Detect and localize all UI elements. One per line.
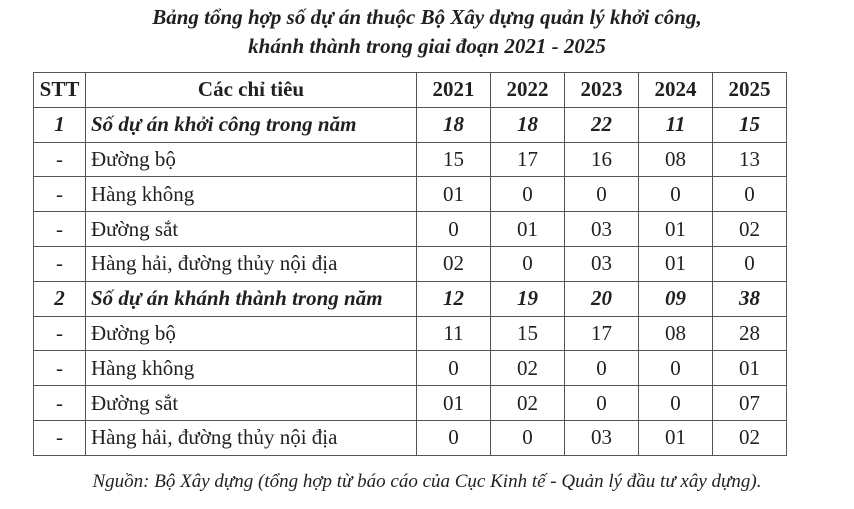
row-value: 0 <box>565 386 639 421</box>
row-value: 0 <box>417 212 491 247</box>
row-indicator: Đường sắt <box>86 386 417 421</box>
row-value: 02 <box>491 386 565 421</box>
row-indicator: Đường sắt <box>86 212 417 247</box>
row-indicator: Hàng không <box>86 177 417 212</box>
row-value: 0 <box>713 177 787 212</box>
row-value: 0 <box>639 177 713 212</box>
header-2021: 2021 <box>417 73 491 108</box>
table-row <box>34 142 787 177</box>
row-value: 0 <box>491 246 565 281</box>
row-value: 01 <box>491 212 565 247</box>
row-indicator: Hàng không <box>86 351 417 386</box>
header-2025: 2025 <box>713 73 787 108</box>
row-indicator: Hàng hải, đường thủy nội địa <box>86 420 417 455</box>
table-row <box>34 177 787 212</box>
table-row <box>34 246 787 281</box>
source-note: Nguồn: Bộ Xây dựng (tổng hợp từ báo cáo của Cục Kinh tế - Quản lý đầu tư xây dựng). <box>92 471 762 492</box>
row-stt: 1 <box>34 107 86 142</box>
row-value: 0 <box>491 420 565 455</box>
row-indicator: Số dự án khánh thành trong năm <box>86 281 417 316</box>
row-indicator: Số dự án khởi công trong năm <box>86 107 417 142</box>
row-stt: 2 <box>34 281 86 316</box>
row-value: 15 <box>417 142 491 177</box>
row-value: 15 <box>491 316 565 351</box>
row-value: 08 <box>639 142 713 177</box>
row-value: 03 <box>565 420 639 455</box>
row-value: 11 <box>639 107 713 142</box>
row-value: 22 <box>565 107 639 142</box>
row-value: 0 <box>417 420 491 455</box>
table-row <box>34 386 787 421</box>
row-value: 03 <box>565 246 639 281</box>
row-value: 11 <box>417 316 491 351</box>
row-value: 07 <box>713 386 787 421</box>
row-stt: - <box>34 351 86 386</box>
row-value: 17 <box>565 316 639 351</box>
row-value: 03 <box>565 212 639 247</box>
row-stt: - <box>34 246 86 281</box>
row-indicator: Đường bộ <box>86 142 417 177</box>
row-stt: - <box>34 420 86 455</box>
header-indicator: Các chỉ tiêu <box>86 73 417 108</box>
row-stt: - <box>34 212 86 247</box>
row-value: 01 <box>639 246 713 281</box>
table-row <box>34 281 787 316</box>
row-value: 0 <box>417 351 491 386</box>
table-row <box>34 351 787 386</box>
row-value: 0 <box>565 351 639 386</box>
table-row <box>34 420 787 455</box>
header-2022: 2022 <box>491 73 565 108</box>
row-stt: - <box>34 142 86 177</box>
row-indicator: Hàng hải, đường thủy nội địa <box>86 246 417 281</box>
row-value: 02 <box>417 246 491 281</box>
row-value: 15 <box>713 107 787 142</box>
row-value: 28 <box>713 316 787 351</box>
row-value: 13 <box>713 142 787 177</box>
row-value: 02 <box>713 420 787 455</box>
row-value: 01 <box>639 212 713 247</box>
row-value: 09 <box>639 281 713 316</box>
header-2023: 2023 <box>565 73 639 108</box>
projects-table <box>33 72 787 456</box>
row-value: 0 <box>639 386 713 421</box>
header-2024: 2024 <box>639 73 713 108</box>
row-value: 12 <box>417 281 491 316</box>
row-value: 17 <box>491 142 565 177</box>
row-value: 08 <box>639 316 713 351</box>
table-body <box>34 107 787 455</box>
row-value: 01 <box>417 386 491 421</box>
row-value: 0 <box>639 351 713 386</box>
table-title-line2: khánh thành trong giai đoạn 2021 - 2025 <box>248 34 606 58</box>
table-row <box>34 107 787 142</box>
row-value: 02 <box>491 351 565 386</box>
row-value: 0 <box>713 246 787 281</box>
row-value: 18 <box>417 107 491 142</box>
row-value: 0 <box>565 177 639 212</box>
row-stt: - <box>34 316 86 351</box>
header-stt: STT <box>34 73 86 108</box>
table-title-line1: Bảng tổng hợp số dự án thuộc Bộ Xây dựng quản lý khởi công, <box>152 5 702 29</box>
row-value: 38 <box>713 281 787 316</box>
row-value: 01 <box>417 177 491 212</box>
row-value: 01 <box>639 420 713 455</box>
row-stt: - <box>34 386 86 421</box>
row-value: 19 <box>491 281 565 316</box>
table-row <box>34 212 787 247</box>
row-indicator: Đường bộ <box>86 316 417 351</box>
row-value: 01 <box>713 351 787 386</box>
table-header-row <box>34 73 787 108</box>
row-value: 02 <box>713 212 787 247</box>
row-value: 18 <box>491 107 565 142</box>
row-value: 20 <box>565 281 639 316</box>
row-stt: - <box>34 177 86 212</box>
table-row <box>34 316 787 351</box>
row-value: 0 <box>491 177 565 212</box>
row-value: 16 <box>565 142 639 177</box>
